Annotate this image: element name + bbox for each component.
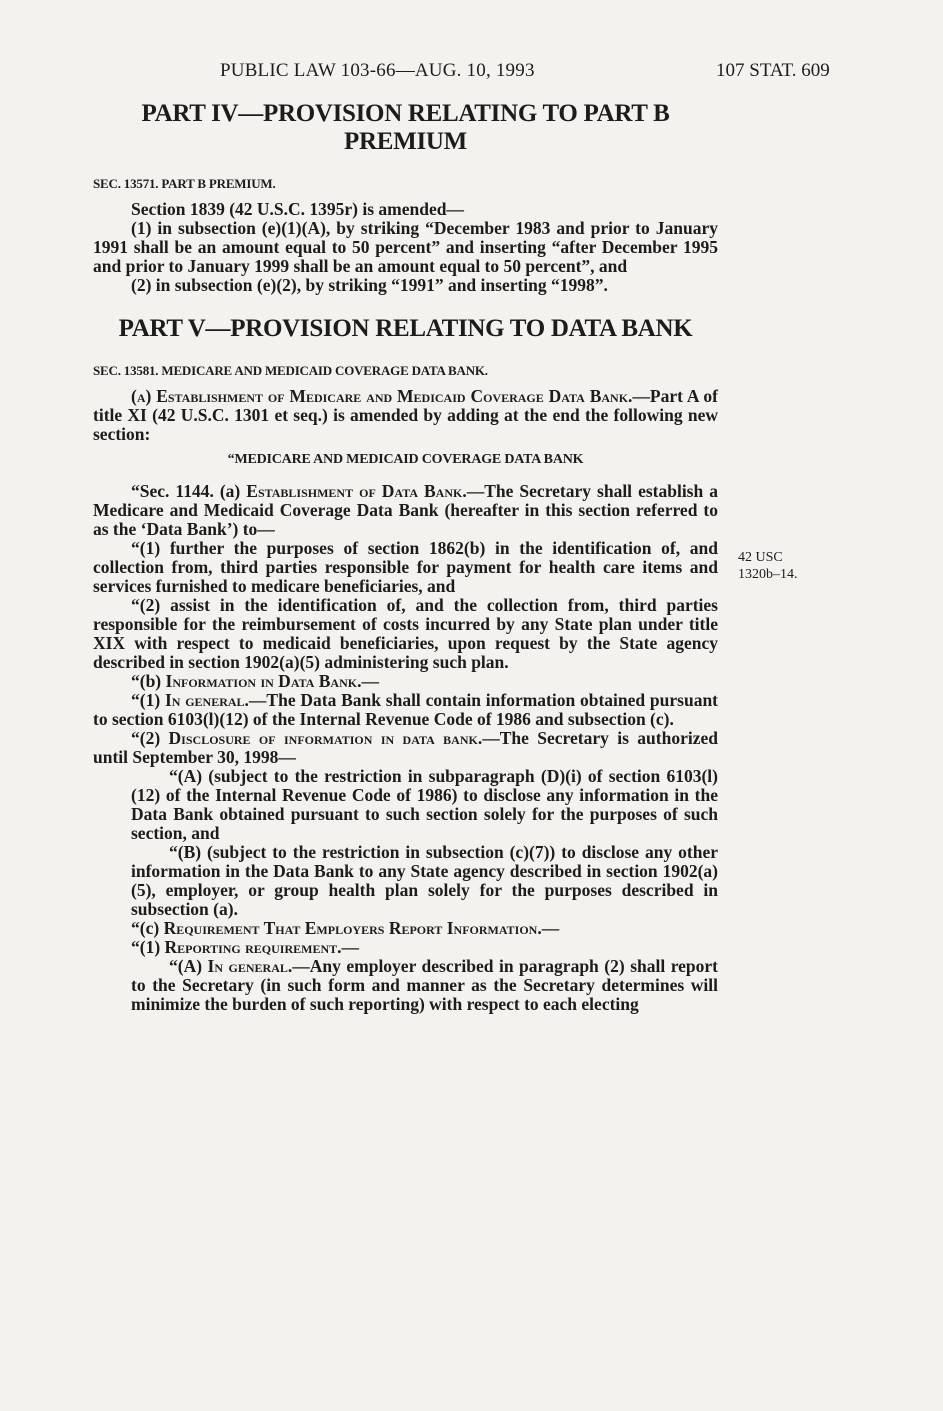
header-law-citation: PUBLIC LAW 103-66—AUG. 10, 1993: [220, 60, 535, 81]
sec-1144-c1-lead: “(1): [131, 937, 165, 957]
sec-1144-lead: “Sec. 1144. (a): [131, 481, 247, 501]
body-text: [93, 100, 718, 1014]
subsection-a-para: [93, 387, 718, 444]
sec-1144-b2A: “(A) (subject to the restriction in subparagraph (D)(i) of section 6103(l)(12) of the Internal Revenue Code of 1986) to disclose any information in the Data Bank obtained pursuant to such section solely for the purposes of such section, and: [131, 766, 718, 843]
sec-1144-a1: “(1) further the purposes of section 1862(b) in the identification of, and collection from, third parties responsible for payment for health care items and services furnished to medicare beneficiaries, and: [93, 538, 718, 596]
sec-1144-b2-heading: Disclosure of information in data bank.: [168, 728, 483, 748]
section-13571-heading: SEC. 13571. PART B PREMIUM.: [93, 176, 276, 191]
sec-1144-a-heading: Establishment of Data Bank.: [246, 481, 467, 501]
sec-1144-b2B: “(B) (subject to the restriction in subsection (c)(7)) to disclose any other information in the Data Bank to any State agency described in section 1902(a)(5), employer, or group health plan solely for the purposes described in subsection (a).: [131, 842, 718, 919]
new-section-center-heading: “MEDICARE AND MEDICAID COVERAGE DATA BANK: [227, 452, 584, 467]
sec-1144-a-text: —The Secretary shall establish a Medicare and Medicaid Coverage Data Bank (hereafter in this section referred to as the ‘Data Bank’) to—: [93, 481, 718, 539]
part-iv-para-3: (2) in subsection (e)(2), by striking “1991” and inserting “1998”.: [131, 275, 608, 295]
margin-citation-line2: 1320b–14.: [738, 567, 798, 582]
header-page-number: 107 STAT. 609: [716, 60, 830, 81]
sec-1144-a-para: [93, 482, 718, 539]
sec-1144-b1-heading: In general.: [164, 690, 249, 710]
sec-1144-c-dash: —: [541, 918, 560, 938]
sec-1144-b2: [93, 729, 718, 767]
margin-citation-line1: 42 USC: [738, 550, 783, 565]
part-v-title: PART V—PROVISION RELATING TO DATA BANK: [118, 315, 693, 342]
sec-1144-c-lead: “(c): [131, 918, 164, 938]
sec-1144-b1: [93, 691, 718, 729]
sec-1144-a2: “(2) assist in the identification of, and the collection from, third parties responsible for the reimbursement of costs incurred by any State plan under title XIX with respect to medicaid beneficiaries, upon request by the State agency described in section 1902(a)(5) administering such plan.: [93, 595, 718, 672]
part-iv-title: PART IV—PROVISION RELATING TO PART B PREMIUM: [141, 100, 670, 155]
part-iv-para-1: Section 1839 (42 U.S.C. 1395r) is amended—: [131, 199, 464, 219]
sec-1144-b-heading-para: [93, 672, 718, 691]
sec-1144-b2-lead: “(2): [131, 728, 169, 748]
sec-1144-c1-dash: —: [341, 937, 360, 957]
sec-1144-c1A-text: —Any employer described in paragraph (2) shall report to the Secretary (in such form and manner as the Secretary determines will minimize the burden of such reporting) with respect to each electing: [131, 956, 719, 1014]
sec-1144-b1-lead: “(1): [131, 690, 165, 710]
sec-1144-c1-heading: Reporting requirement.: [164, 937, 342, 957]
sec-1144-c-heading: Requirement That Employers Report Information.: [163, 918, 542, 938]
section-13581-heading: SEC. 13581. MEDICARE AND MEDICAID COVERAGE DATA BANK.: [93, 363, 488, 378]
sec-1144-b1-text: —The Data Bank shall contain information obtained pursuant to section 6103(l)(12) of the Internal Revenue Code of 1986 and subsection (c).: [93, 690, 718, 729]
sec-1144-b-dash: —: [361, 671, 379, 691]
subsection-a-text: —Part A of title XI (42 U.S.C. 1301 et seq.) is amended by adding at the end the following new section:: [93, 386, 718, 444]
margin-citation: [738, 549, 798, 583]
sec-1144-c1-heading-para: [93, 938, 718, 957]
sec-1144-c1A-lead: “(A): [169, 956, 208, 976]
sec-1144-b-lead: “(b): [131, 671, 166, 691]
sec-1144-c1A-heading: In general.: [207, 956, 293, 976]
subsection-a-heading: (a) Establishment of Medicare and Medicaid Coverage Data Bank.: [131, 386, 633, 406]
running-header: [0, 60, 943, 86]
part-iv-para-2: (1) in subsection (e)(1)(A), by striking “December 1983 and prior to January 1991 shall be an amount equal to 50 percent” and inserting “after December 1995 and prior to January 1999 shall be an amount equal to 50 percent”, and: [93, 218, 718, 276]
sec-1144-b2-text: —The Secretary is authorized until September 30, 1998—: [93, 728, 718, 767]
sec-1144-b-heading: Information in Data Bank.: [165, 671, 362, 691]
sec-1144-c-heading-para: [93, 919, 718, 938]
sec-1144-c1A: [93, 957, 718, 1014]
